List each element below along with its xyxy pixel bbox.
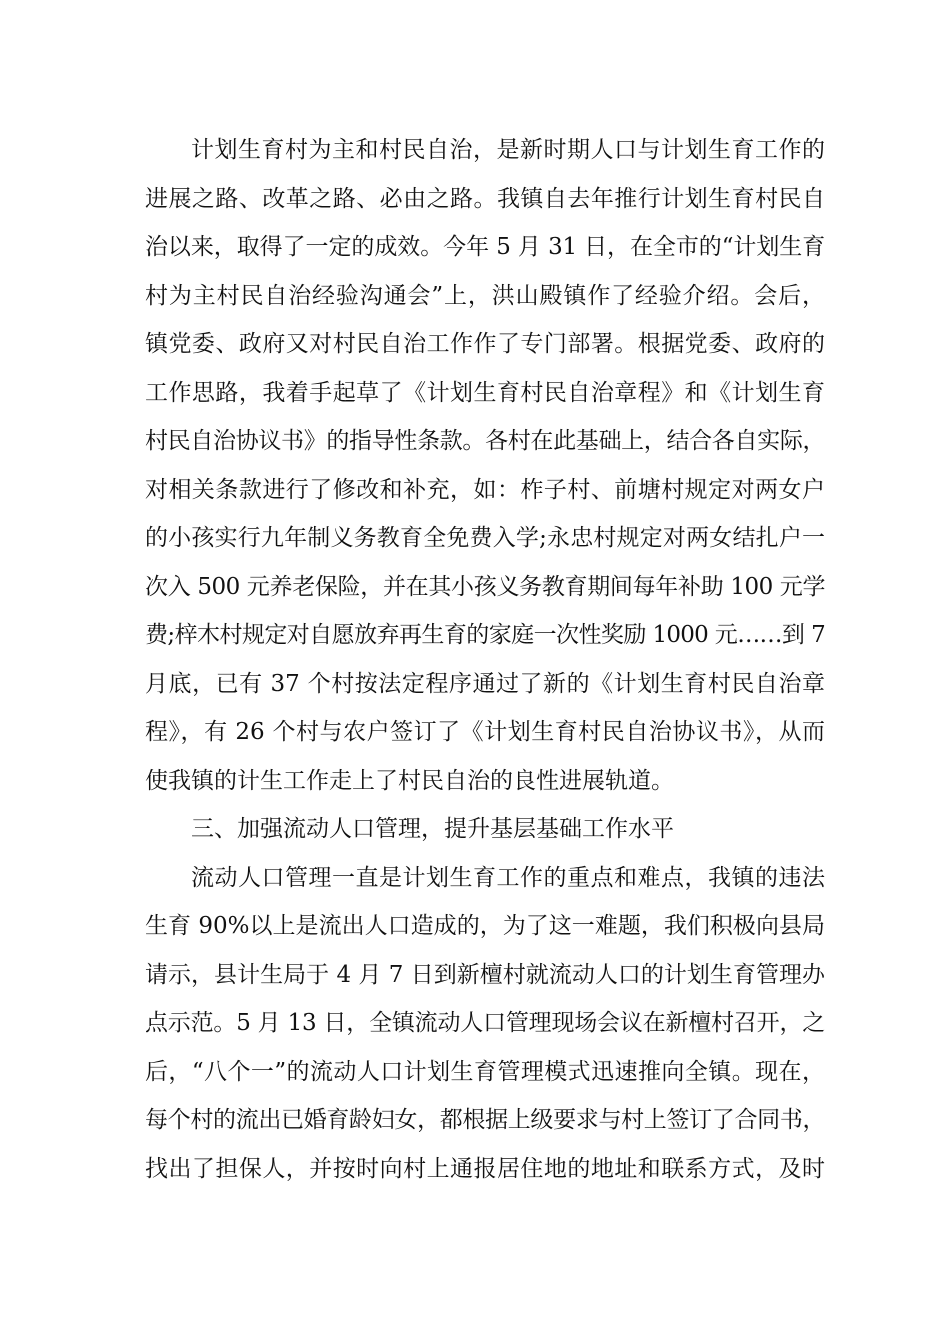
section-heading: 三、加强流动人口管理，提升基层基础工作水平: [191, 816, 674, 842]
paragraph-line: 村为主村民自治经验沟通会”上，洪山殿镇作了经验介绍。会后，: [145, 282, 825, 309]
body-text: [145, 126, 825, 1193]
paragraph-line: 工作思路，我着手起草了《计划生育村民自治章程》和《计划生育: [145, 379, 825, 406]
paragraph-line: 费;梓木村规定对自愿放弃再生育的家庭一次性奖励 1000 元……到 7: [145, 622, 825, 648]
paragraph-line: 流动人口管理一直是计划生育工作的重点和难点，我镇的违法: [191, 864, 825, 891]
paragraph-line: 请示，县计生局于 4 月 7 日到新檀村就流动人口的计划生育管理办: [145, 961, 825, 988]
paragraph-line: 的小孩实行九年制义务教育全免费入学;永忠村规定对两女结扎户一: [145, 525, 825, 551]
paragraph-line: 对相关条款进行了修改和补充，如：柞子村、前塘村规定对两女户: [145, 476, 825, 503]
paragraph-line: 点示范。5 月 13 日，全镇流动人口管理现场会议在新檀村召开，之: [145, 1010, 825, 1036]
paragraph-line: 月底，已有 37 个村按法定程序通过了新的《计划生育村民自治章: [145, 670, 825, 697]
paragraph-line: 次入 500 元养老保险，并在其小孩义务教育期间每年补助 100 元学: [145, 573, 825, 600]
paragraph-line: 进展之路、改革之路、必由之路。我镇自去年推行计划生育村民自: [145, 185, 825, 212]
paragraph-line: 每个村的流出已婚育龄妇女，都根据上级要求与村上签订了合同书，: [145, 1107, 825, 1133]
paragraph-line: 使我镇的计生工作走上了村民自治的良性进展轨道。: [145, 767, 674, 794]
paragraph-line: 计划生育村为主和村民自治，是新时期人口与计划生育工作的: [191, 137, 825, 163]
paragraph-line: 镇党委、政府又对村民自治工作作了专门部署。根据党委、政府的: [145, 331, 825, 357]
paragraph-line: 治以来，取得了一定的成效。今年 5 月 31 日，在全市的“计划生育: [145, 234, 825, 260]
paragraph-line: 后，“八个一”的流动人口计划生育管理模式迅速推向全镇。现在，: [145, 1058, 825, 1085]
paragraph-line: 村民自治协议书》的指导性条款。各村在此基础上，结合各自实际，: [145, 428, 825, 454]
paragraph-line: 程》，有 26 个村与农户签订了《计划生育村民自治协议书》，从而: [145, 719, 825, 745]
paragraph-line: 生育 90%以上是流出人口造成的，为了这一难题，我们积极向县局: [145, 913, 825, 939]
paragraph-line: 找出了担保人，并按时向村上通报居住地的地址和联系方式，及时: [145, 1155, 825, 1182]
